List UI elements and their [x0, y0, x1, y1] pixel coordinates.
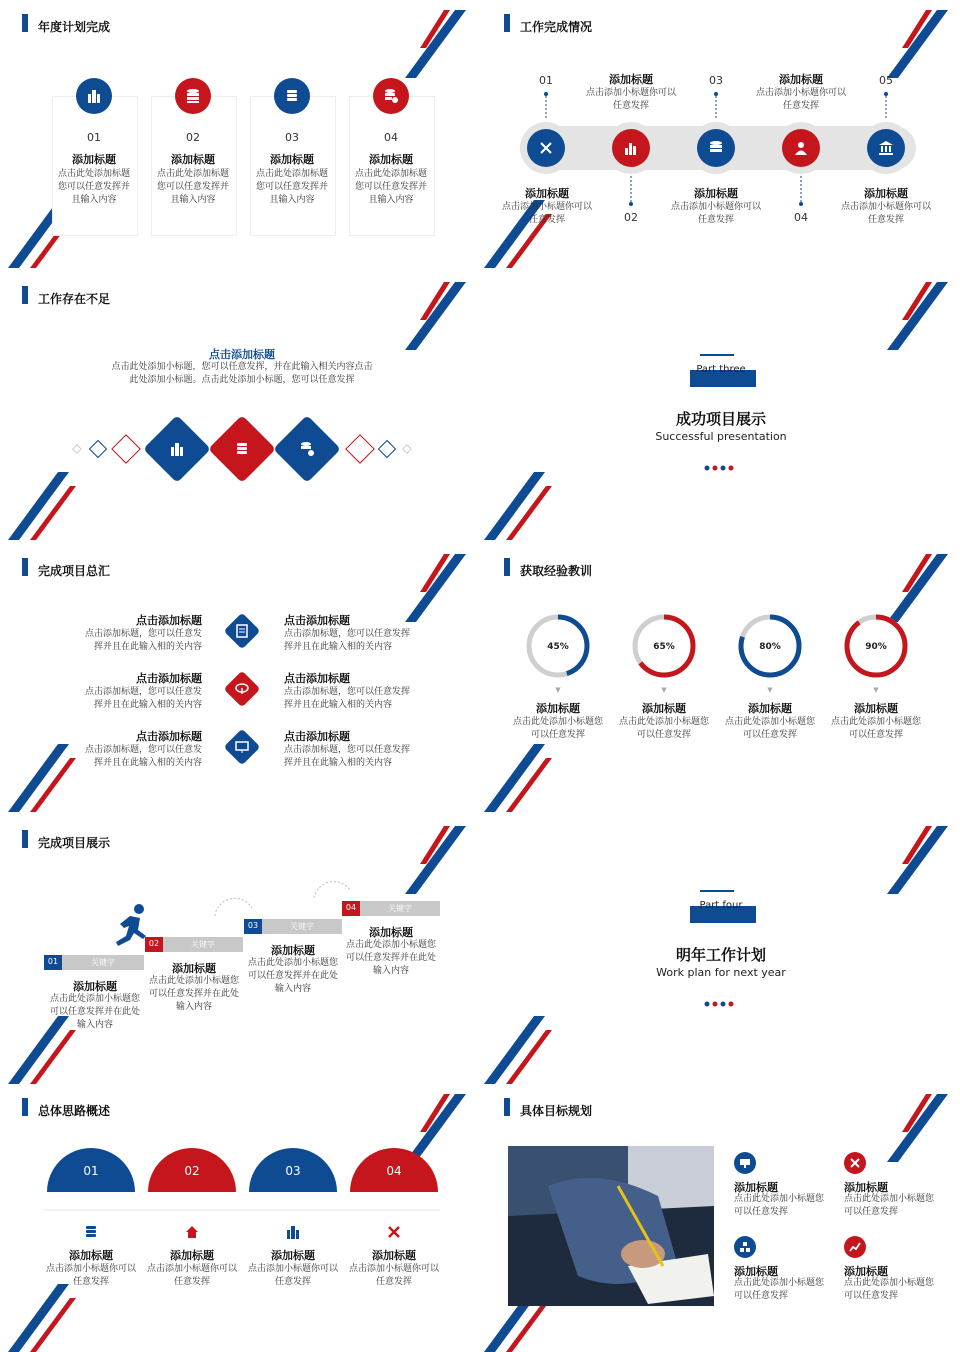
- section-heading: 点击添加标题: [209, 348, 275, 361]
- slide-title: 工作存在不足: [38, 292, 111, 306]
- slide-part-four: [482, 816, 960, 1084]
- step-keyword: 关键字: [91, 958, 115, 967]
- item-text: 挥并且在此输入相的关内容: [93, 700, 202, 710]
- bank-icon: [867, 129, 905, 167]
- coins-icon: [84, 1224, 98, 1238]
- step-heading: 添加标题: [73, 980, 117, 993]
- stripe-decoration: [482, 272, 960, 540]
- part-title: 明年工作计划: [675, 946, 766, 964]
- ring-heading: 添加标题: [748, 702, 792, 715]
- step-number: 04: [345, 903, 357, 912]
- section-text-line-1: 点击此处添加小标题，您可以任意发挥，并在此输入相关内容点击: [111, 362, 373, 372]
- item-text: 点击添加标题，您可以任意发: [84, 687, 202, 697]
- step-number: 05: [879, 74, 893, 87]
- item-number: 02: [184, 1164, 200, 1178]
- database-gear-icon: [297, 441, 317, 457]
- item-text: 点击添加小标题你可以任意发挥: [671, 202, 762, 225]
- slide-lessons-learned: [482, 544, 960, 812]
- item-text: 点击添加标题，您可以任意发: [84, 745, 202, 755]
- slide-overall-approach: [0, 1084, 478, 1352]
- caret-down-icon: ▼: [555, 686, 561, 694]
- item-text: 点击添加标题，您可以任意发: [84, 629, 202, 639]
- card-heading: 添加标题: [72, 153, 116, 166]
- card-number: 01: [87, 131, 101, 144]
- step-keyword: 关键字: [388, 904, 412, 913]
- item-heading: 添加标题: [779, 73, 823, 86]
- slide-title: 完成项目展示: [38, 836, 111, 850]
- item-heading: 点击添加标题: [136, 730, 202, 743]
- item-heading: 添加标题: [609, 73, 653, 86]
- item-heading: 添加标题: [864, 187, 908, 200]
- home-icon: [185, 1224, 199, 1238]
- item-heading: 添加标题: [170, 1249, 214, 1262]
- slide-work-completion: [482, 0, 960, 268]
- item-text: 点击添加小标题你可以任意发挥: [841, 202, 932, 225]
- document-icon: [234, 623, 250, 639]
- goal-heading: 添加标题: [844, 1181, 888, 1194]
- goal-heading: 添加标题: [734, 1265, 778, 1278]
- item-text: 点击添加小标题你可以任意发挥: [147, 1264, 238, 1287]
- ring-heading: 添加标题: [854, 702, 898, 715]
- title-accent-bar: [504, 1098, 510, 1116]
- buildings-icon: [286, 1224, 300, 1238]
- step-number: 04: [794, 211, 808, 224]
- slide-title: 具体目标规划: [520, 1104, 593, 1118]
- section-text-line-2: 此处添加小标题。点击此处添加小标题，您可以任意发挥: [129, 375, 355, 385]
- chart-up-icon: [844, 1236, 866, 1258]
- item-text: 挥并且在此输入相的关内容: [93, 758, 202, 768]
- database-gear-icon: [373, 78, 409, 114]
- item-text: 挥并且在此输入相的关内容: [284, 642, 393, 652]
- item-text: 点击添加小标题你可以任意发挥: [46, 1264, 137, 1287]
- monitor-icon: [734, 1152, 756, 1174]
- step-number: 02: [148, 939, 160, 948]
- goal-text: 点击此处添加小标题您可以任意发挥: [844, 1278, 935, 1301]
- ring-label: 45%: [547, 642, 569, 652]
- progress-rings: [482, 544, 960, 812]
- part-subtitle: Successful presentation: [655, 430, 787, 443]
- slide-annual-plan: [0, 0, 478, 268]
- buildings-icon: [76, 78, 112, 114]
- title-accent-bar: [22, 1098, 28, 1116]
- stripe-decoration: [0, 1084, 478, 1352]
- item-text: 点击添加小标题你可以任意发挥: [502, 202, 593, 225]
- step-number: 02: [624, 211, 638, 224]
- slide-title: 获取经验教训: [520, 564, 593, 578]
- step-text: 点击此处添加小标题您可以任意发挥并在此处输入内容: [50, 994, 141, 1030]
- coins-icon: [274, 78, 310, 114]
- item-text: 挥并且在此输入相的关内容: [284, 700, 393, 710]
- goal-heading: 添加标题: [734, 1181, 778, 1194]
- step-number: 01: [47, 957, 59, 966]
- users-icon: [782, 129, 820, 167]
- step-heading: 添加标题: [271, 944, 315, 957]
- item-number: 01: [83, 1164, 99, 1178]
- title-accent-bar: [504, 14, 510, 32]
- coins-icon: [232, 441, 252, 457]
- ring-label: 80%: [759, 642, 781, 652]
- card-text: 点击此处添加标题您可以任意发挥并且输入内容: [255, 169, 328, 205]
- slide-title: 年度计划完成: [38, 20, 111, 34]
- ring-text: 点击此处添加小标题您可以任意发挥: [618, 717, 709, 740]
- card-text: 点击此处添加标题您可以任意发挥并且输入内容: [57, 169, 130, 205]
- ring-text: 点击此处添加小标题您可以任意发挥: [830, 717, 921, 740]
- step-number: 01: [539, 74, 553, 87]
- card-heading: 添加标题: [270, 153, 314, 166]
- step-text: 点击此处添加小标题您可以任意发挥并在此处输入内容: [346, 940, 437, 976]
- slide-project-showcase: [0, 816, 478, 1084]
- step-heading: 添加标题: [172, 962, 216, 975]
- title-accent-bar: [22, 14, 28, 32]
- slide-part-three: [482, 272, 960, 540]
- item-number: 03: [285, 1164, 301, 1178]
- item-heading: 添加标题: [372, 1249, 416, 1262]
- item-heading: 点击添加标题: [136, 614, 202, 627]
- network-icon: [734, 1236, 756, 1258]
- item-heading: 添加标题: [525, 187, 569, 200]
- goal-text: 点击此处添加小标题您可以任意发挥: [844, 1194, 935, 1217]
- item-text: 点击添加标题，您可以任意发挥: [284, 687, 411, 697]
- item-text: 点击添加小标题你可以任意发挥: [349, 1264, 440, 1287]
- ring-text: 点击此处添加小标题您可以任意发挥: [724, 717, 815, 740]
- card-text: 点击此处添加标题您可以任意发挥并且输入内容: [354, 169, 427, 205]
- title-accent-bar: [504, 558, 510, 576]
- ring-heading: 添加标题: [536, 702, 580, 715]
- tools-icon: [844, 1152, 866, 1174]
- card-number: 02: [186, 131, 200, 144]
- database-icon: [697, 129, 735, 167]
- step-heading: 添加标题: [369, 926, 413, 939]
- step-text: 点击此处添加小标题您可以任意发挥并在此处输入内容: [248, 958, 339, 994]
- part-label: Part four: [699, 900, 743, 911]
- slide-title: 总体思路概述: [38, 1104, 111, 1118]
- item-text: 点击添加小标题你可以任意发挥: [756, 88, 847, 111]
- step-keyword: 关键字: [290, 922, 314, 931]
- cloud-download-icon: [234, 681, 250, 697]
- title-accent-bar: [22, 286, 28, 304]
- card-number: 03: [285, 131, 299, 144]
- caret-down-icon: ▼: [767, 686, 773, 694]
- part-label: Part three: [696, 364, 746, 375]
- step-number: 03: [709, 74, 723, 87]
- writing-photo: [508, 1146, 714, 1306]
- title-accent-bar: [22, 830, 28, 848]
- monitor-icon: [234, 739, 250, 755]
- card-heading: 添加标题: [171, 153, 215, 166]
- item-heading: 点击添加标题: [284, 614, 350, 627]
- item-heading: 点击添加标题: [284, 672, 350, 685]
- part-title: 成功项目展示: [675, 410, 766, 428]
- goal-heading: 添加标题: [844, 1265, 888, 1278]
- item-heading: 添加标题: [271, 1249, 315, 1262]
- item-text: 点击添加标题，您可以任意发挥: [284, 629, 411, 639]
- title-accent-bar: [22, 558, 28, 576]
- caret-down-icon: ▼: [661, 686, 667, 694]
- item-text: 点击添加标题，您可以任意发挥: [284, 745, 411, 755]
- part-subtitle: Work plan for next year: [656, 966, 786, 979]
- item-text: 点击添加小标题你可以任意发挥: [586, 88, 677, 111]
- slide-project-summary: [0, 544, 478, 812]
- goal-text: 点击此处添加小标题您可以任意发挥: [734, 1194, 825, 1217]
- card-heading: 添加标题: [369, 153, 413, 166]
- step-text: 点击此处添加小标题您可以任意发挥并在此处输入内容: [149, 976, 240, 1012]
- item-number: 04: [386, 1164, 402, 1178]
- card-number: 04: [384, 131, 398, 144]
- buildings-icon: [167, 441, 187, 457]
- ring-label: 65%: [653, 642, 675, 652]
- item-text: 挥并且在此输入相的关内容: [93, 642, 202, 652]
- item-heading: 点击添加标题: [284, 730, 350, 743]
- goal-text: 点击此处添加小标题您可以任意发挥: [734, 1278, 825, 1301]
- card-text: 点击此处添加标题您可以任意发挥并且输入内容: [156, 169, 229, 205]
- slide-title: 工作完成情况: [520, 20, 593, 34]
- item-text: 点击添加小标题你可以任意发挥: [248, 1264, 339, 1287]
- database-icon: [175, 78, 211, 114]
- bar-chart-icon: [612, 129, 650, 167]
- ring-text: 点击此处添加小标题您可以任意发挥: [512, 717, 603, 740]
- step-number: 03: [247, 921, 259, 930]
- tools-icon: [527, 129, 565, 167]
- ring-label: 90%: [865, 642, 887, 652]
- caret-down-icon: ▼: [873, 686, 879, 694]
- tools-icon: [387, 1224, 401, 1238]
- item-heading: 添加标题: [694, 187, 738, 200]
- slide-work-shortcomings: [0, 272, 478, 540]
- stripe-decoration: [0, 272, 478, 540]
- item-text: 挥并且在此输入相的关内容: [284, 758, 393, 768]
- ring-heading: 添加标题: [642, 702, 686, 715]
- step-keyword: 关键字: [191, 940, 215, 949]
- item-heading: 添加标题: [69, 1249, 113, 1262]
- slide-specific-goals: [482, 1084, 960, 1352]
- slide-title: 完成项目总汇: [38, 564, 111, 578]
- item-heading: 点击添加标题: [136, 672, 202, 685]
